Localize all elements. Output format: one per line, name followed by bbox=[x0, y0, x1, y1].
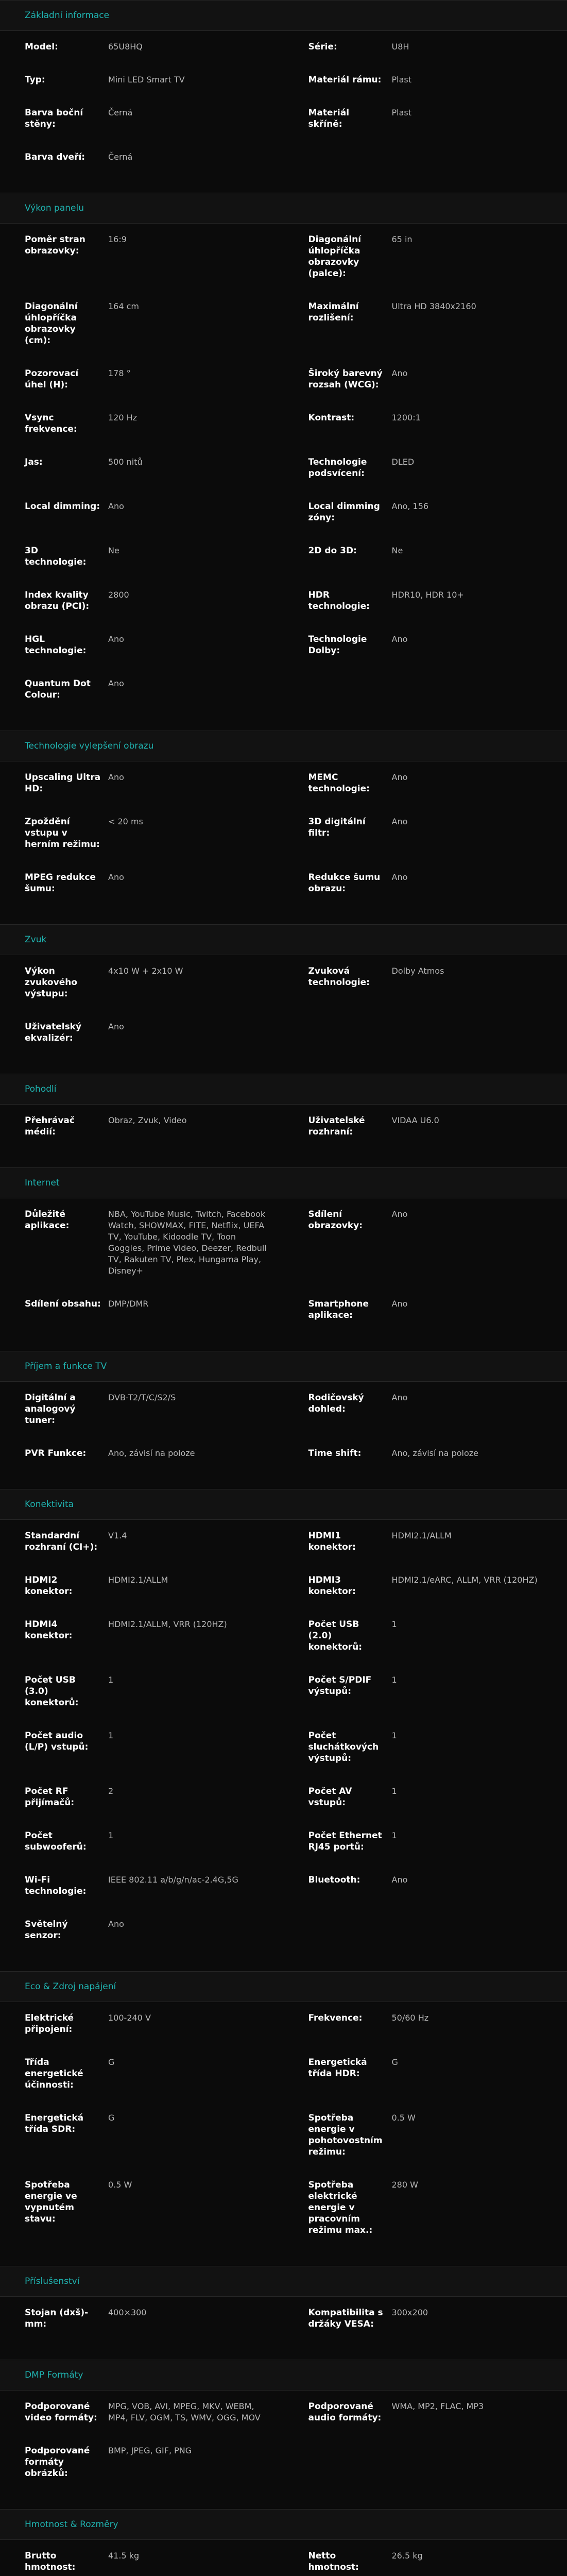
spec-section bbox=[0, 2266, 567, 2360]
spec-section bbox=[0, 731, 567, 924]
spec-value: Ano bbox=[392, 1392, 567, 1403]
spec-value: 1 bbox=[108, 1830, 284, 1841]
spec-label: Frekvence: bbox=[284, 2012, 392, 2024]
spec-value: Ano, závisí na poloze bbox=[108, 1448, 284, 1459]
spec-value: G bbox=[108, 2112, 284, 2124]
spec-value: Ano bbox=[392, 772, 567, 783]
spec-value: Dolby Atmos bbox=[392, 965, 567, 977]
spec-label: Stojan (dxš)-mm: bbox=[0, 2307, 108, 2330]
spec-section bbox=[0, 193, 567, 731]
spec-pair bbox=[0, 589, 284, 612]
spec-pair bbox=[0, 545, 284, 568]
spec-pair bbox=[284, 1619, 567, 1653]
spec-pair bbox=[0, 1786, 284, 1808]
spec-value: U8H bbox=[392, 41, 567, 53]
spec-value: Mini LED Smart TV bbox=[108, 74, 284, 86]
spec-value: 65U8HQ bbox=[108, 41, 284, 53]
spec-label: Netto hmotnost: bbox=[284, 2550, 392, 2573]
spec-pair bbox=[0, 1115, 284, 1138]
spec-value: Ano bbox=[392, 634, 567, 645]
spec-pair bbox=[0, 1574, 284, 1597]
spec-pair bbox=[0, 1021, 284, 1044]
spec-pair bbox=[0, 1919, 284, 1941]
spec-pair bbox=[0, 816, 284, 850]
spec-label: Spotřeba energie ve vypnutém stavu: bbox=[0, 2179, 108, 2225]
spec-value: Ano bbox=[392, 368, 567, 379]
spec-pair bbox=[0, 2550, 284, 2573]
spec-value: Ultra HD 3840x2160 bbox=[392, 301, 567, 312]
spec-pair bbox=[0, 2445, 284, 2479]
spec-pair bbox=[0, 368, 284, 391]
spec-pair bbox=[0, 1448, 284, 1459]
spec-section bbox=[0, 1351, 567, 1489]
spec-value: HDR10, HDR 10+ bbox=[392, 589, 567, 601]
spec-label: Pozorovací úhel (H): bbox=[0, 368, 108, 391]
spec-value: 0.5 W bbox=[392, 2112, 567, 2124]
spec-grid bbox=[0, 1382, 567, 1489]
spec-value: Ne bbox=[392, 545, 567, 556]
spec-label: Redukce šumu obrazu: bbox=[284, 872, 392, 894]
spec-value: 1 bbox=[108, 1730, 284, 1741]
spec-pair bbox=[284, 1530, 567, 1553]
spec-label: Materiál skříně: bbox=[284, 107, 392, 130]
spec-label: 2D do 3D: bbox=[284, 545, 392, 556]
spec-label: Počet RF přijímačů: bbox=[0, 1786, 108, 1808]
spec-label: Upscaling Ultra HD: bbox=[0, 772, 108, 794]
spec-label: HGL technologie: bbox=[0, 634, 108, 656]
spec-pair bbox=[284, 634, 567, 656]
spec-label: Quantum Dot Colour: bbox=[0, 678, 108, 701]
spec-pair bbox=[284, 2012, 567, 2035]
spec-value: 100-240 V bbox=[108, 2012, 284, 2024]
spec-pair bbox=[0, 1530, 284, 1553]
spec-value: Ano, závisí na poloze bbox=[392, 1448, 567, 1459]
spec-pair bbox=[284, 1298, 567, 1321]
spec-label: Model: bbox=[0, 41, 108, 53]
spec-label: Jas: bbox=[0, 456, 108, 468]
spec-value: 164 cm bbox=[108, 301, 284, 312]
spec-grid bbox=[0, 1198, 567, 1351]
spec-value: NBA, YouTube Music, Twitch, Facebook Watch, SHOWMAX, FITE, Netflix, UEFA TV, YouTube, Kidoodle TV, Toon Goggles, Prime Video, Deezer, Redbull TV, Rakuten TV, Plex, Hungama Play, Disney+ bbox=[108, 1209, 284, 1277]
spec-pair bbox=[284, 1448, 567, 1459]
spec-label: Třída energetické účinnosti: bbox=[0, 2057, 108, 2091]
spec-grid bbox=[0, 2540, 567, 2576]
spec-section bbox=[0, 1489, 567, 1971]
spec-value: 0.5 W bbox=[108, 2179, 284, 2191]
section-title: Pohodlí bbox=[0, 1074, 567, 1105]
spec-label: Sdílení obrazovky: bbox=[284, 1209, 392, 1231]
spec-pair bbox=[0, 1830, 284, 1853]
spec-pair bbox=[0, 2112, 284, 2158]
spec-value: 280 W bbox=[392, 2179, 567, 2191]
spec-label: Podporované formáty obrázků: bbox=[0, 2445, 108, 2479]
spec-pair bbox=[284, 2550, 567, 2573]
spec-pair bbox=[284, 1786, 567, 1808]
spec-pair bbox=[284, 2307, 567, 2330]
section-title: Výkon panelu bbox=[0, 193, 567, 224]
spec-grid bbox=[0, 2391, 567, 2509]
spec-value: G bbox=[392, 2057, 567, 2068]
spec-label: HDR technologie: bbox=[284, 589, 392, 612]
section-title: Technologie vylepšení obrazu bbox=[0, 731, 567, 761]
spec-value: 400×300 bbox=[108, 2307, 284, 2318]
spec-label: Time shift: bbox=[284, 1448, 392, 1459]
spec-grid bbox=[0, 31, 567, 193]
spec-label: Rodičovský dohled: bbox=[284, 1392, 392, 1415]
spec-label: Počet sluchátkových výstupů: bbox=[284, 1730, 392, 1764]
spec-pair bbox=[0, 1674, 284, 1708]
spec-value: < 20 ms bbox=[108, 816, 284, 827]
spec-label: Důležité aplikace: bbox=[0, 1209, 108, 1231]
spec-pair bbox=[284, 2057, 567, 2091]
spec-grid bbox=[0, 2002, 567, 2266]
spec-label: Kontrast: bbox=[284, 412, 392, 423]
spec-label: Technologie podsvícení: bbox=[284, 456, 392, 479]
spec-pair bbox=[284, 1115, 567, 1138]
spec-value: MPG, VOB, AVI, MPEG, MKV, WEBM, MP4, FLV, OGM, TS, WMV, OGG, MOV bbox=[108, 2401, 284, 2424]
spec-value: VIDAA U6.0 bbox=[392, 1115, 567, 1126]
spec-label: Materiál rámu: bbox=[284, 74, 392, 86]
spec-pair bbox=[0, 1619, 284, 1653]
spec-label: MPEG redukce šumu: bbox=[0, 872, 108, 894]
spec-label: 3D technologie: bbox=[0, 545, 108, 568]
spec-label: Energetická třída HDR: bbox=[284, 2057, 392, 2079]
spec-label: Local dimming zóny: bbox=[284, 501, 392, 523]
spec-label: Barva dveří: bbox=[0, 151, 108, 163]
spec-value: 120 Hz bbox=[108, 412, 284, 423]
spec-pair bbox=[284, 1674, 567, 1708]
spec-label: Diagonální úhlopříčka obrazovky (palce): bbox=[284, 234, 392, 279]
spec-pair bbox=[0, 74, 284, 86]
spec-pair bbox=[284, 412, 567, 435]
spec-label: Bluetooth: bbox=[284, 1874, 392, 1886]
spec-grid bbox=[0, 1105, 567, 1167]
spec-label: HDMI4 konektor: bbox=[0, 1619, 108, 1641]
spec-label: Index kvality obrazu (PCI): bbox=[0, 589, 108, 612]
spec-pair bbox=[284, 1392, 567, 1426]
spec-value: 50/60 Hz bbox=[392, 2012, 567, 2024]
spec-grid bbox=[0, 224, 567, 731]
spec-value: Ano bbox=[392, 1874, 567, 1886]
spec-label: Vsync frekvence: bbox=[0, 412, 108, 435]
section-title: Zvuk bbox=[0, 924, 567, 955]
spec-pair bbox=[284, 816, 567, 850]
spec-pair bbox=[0, 2401, 284, 2424]
spec-pair bbox=[284, 41, 567, 53]
section-title: Příslušenství bbox=[0, 2266, 567, 2297]
spec-pair bbox=[0, 634, 284, 656]
spec-value: 65 in bbox=[392, 234, 567, 245]
spec-label: Standardní rozhraní (CI+): bbox=[0, 1530, 108, 1553]
spec-label: Barva boční stěny: bbox=[0, 107, 108, 130]
spec-value: 178 ° bbox=[108, 368, 284, 379]
spec-pair bbox=[284, 1730, 567, 1764]
spec-pair bbox=[0, 2057, 284, 2091]
spec-label: Spotřeba energie v pohotovostním režimu: bbox=[284, 2112, 392, 2158]
spec-label: Elektrické připojení: bbox=[0, 2012, 108, 2035]
spec-label: Světelný senzor: bbox=[0, 1919, 108, 1941]
spec-label: Zvuková technologie: bbox=[284, 965, 392, 988]
spec-pair bbox=[0, 301, 284, 346]
spec-value: Obraz, Zvuk, Video bbox=[108, 1115, 284, 1126]
spec-value: HDMI2.1/ALLM, VRR (120HZ) bbox=[108, 1619, 284, 1630]
spec-value: Ne bbox=[108, 545, 284, 556]
spec-value: Ano bbox=[392, 816, 567, 827]
spec-label: HDMI2 konektor: bbox=[0, 1574, 108, 1597]
spec-pair bbox=[284, 234, 567, 279]
spec-value: Plast bbox=[392, 74, 567, 86]
spec-value: 1 bbox=[392, 1619, 567, 1630]
spec-value: DLED bbox=[392, 456, 567, 468]
spec-label: Kompatibilita s držáky VESA: bbox=[284, 2307, 392, 2330]
spec-value: Černá bbox=[108, 107, 284, 118]
spec-label: HDMI3 konektor: bbox=[284, 1574, 392, 1597]
section-title: Eco & Zdroj napájení bbox=[0, 1971, 567, 2002]
spec-pair bbox=[0, 2012, 284, 2035]
spec-pair bbox=[284, 545, 567, 568]
spec-label: Spotřeba elektrické energie v pracovním režimu max.: bbox=[284, 2179, 392, 2236]
spec-value: 2800 bbox=[108, 589, 284, 601]
spec-label: Brutto hmotnost: bbox=[0, 2550, 108, 2573]
spec-value: HDMI2.1/ALLM bbox=[108, 1574, 284, 1586]
spec-section bbox=[0, 2360, 567, 2509]
section-title: Příjem a funkce TV bbox=[0, 1351, 567, 1382]
spec-pair bbox=[0, 678, 284, 701]
spec-grid bbox=[0, 761, 567, 924]
spec-value: 500 nitů bbox=[108, 456, 284, 468]
spec-label: Typ: bbox=[0, 74, 108, 86]
spec-value: HDMI2.1/ALLM bbox=[392, 1530, 567, 1541]
spec-value: 4x10 W + 2x10 W bbox=[108, 965, 284, 977]
spec-pair bbox=[0, 2179, 284, 2236]
spec-pair bbox=[284, 965, 567, 999]
spec-label: Široký barevný rozsah (WCG): bbox=[284, 368, 392, 391]
spec-pair bbox=[284, 1209, 567, 1277]
spec-label: Série: bbox=[284, 41, 392, 53]
spec-pair bbox=[284, 589, 567, 612]
spec-value: Ano bbox=[392, 1298, 567, 1310]
spec-pair bbox=[0, 772, 284, 794]
spec-value: G bbox=[108, 2057, 284, 2068]
spec-label: Počet AV vstupů: bbox=[284, 1786, 392, 1808]
spec-value: Ano bbox=[108, 501, 284, 512]
spec-pair bbox=[0, 456, 284, 479]
spec-label: Technologie Dolby: bbox=[284, 634, 392, 656]
spec-pair bbox=[0, 1392, 284, 1426]
spec-pair bbox=[284, 74, 567, 86]
spec-label: Local dimming: bbox=[0, 501, 108, 512]
spec-value: V1.4 bbox=[108, 1530, 284, 1541]
spec-section bbox=[0, 924, 567, 1074]
spec-value: WMA, MP2, FLAC, MP3 bbox=[392, 2401, 567, 2412]
spec-label: PVR Funkce: bbox=[0, 1448, 108, 1459]
spec-pair bbox=[284, 2179, 567, 2236]
spec-value: Plast bbox=[392, 107, 567, 118]
spec-label: Wi-Fi technologie: bbox=[0, 1874, 108, 1897]
spec-pair bbox=[0, 234, 284, 279]
spec-label: HDMI1 konektor: bbox=[284, 1530, 392, 1553]
spec-grid bbox=[0, 1520, 567, 1971]
spec-value: 1 bbox=[392, 1786, 567, 1797]
spec-label: Počet subwooferů: bbox=[0, 1830, 108, 1853]
spec-label: 3D digitální filtr: bbox=[284, 816, 392, 839]
spec-label: Počet S/PDIF výstupů: bbox=[284, 1674, 392, 1697]
spec-value: 1 bbox=[392, 1830, 567, 1841]
spec-section bbox=[0, 1167, 567, 1351]
spec-value: 26.5 kg bbox=[392, 2550, 567, 2562]
spec-label: Výkon zvukového výstupu: bbox=[0, 965, 108, 999]
spec-value: Ano bbox=[392, 1209, 567, 1220]
spec-label: Uživatelské rozhraní: bbox=[284, 1115, 392, 1138]
spec-pair bbox=[0, 41, 284, 53]
spec-section bbox=[0, 2509, 567, 2576]
spec-pair bbox=[284, 2112, 567, 2158]
spec-label: Podporované audio formáty: bbox=[284, 2401, 392, 2424]
spec-pair bbox=[284, 1830, 567, 1853]
spec-pair bbox=[0, 965, 284, 999]
spec-pair bbox=[284, 107, 567, 130]
spec-label: Smartphone aplikace: bbox=[284, 1298, 392, 1321]
spec-pair bbox=[0, 107, 284, 130]
spec-pair bbox=[284, 368, 567, 391]
spec-label: Podporované video formáty: bbox=[0, 2401, 108, 2424]
spec-pair bbox=[0, 1298, 284, 1321]
spec-value: 1 bbox=[108, 1674, 284, 1686]
spec-grid bbox=[0, 955, 567, 1074]
spec-value: IEEE 802.11 a/b/g/n/ac-2.4G,5G bbox=[108, 1874, 284, 1886]
spec-pair bbox=[284, 772, 567, 794]
spec-value: Ano bbox=[108, 772, 284, 783]
spec-value: 300x200 bbox=[392, 2307, 567, 2318]
spec-label: Maximální rozlišení: bbox=[284, 301, 392, 324]
spec-value: 2 bbox=[108, 1786, 284, 1797]
spec-pair bbox=[284, 872, 567, 894]
spec-value: Ano bbox=[392, 872, 567, 883]
spec-pair bbox=[284, 1874, 567, 1897]
spec-value: Ano bbox=[108, 634, 284, 645]
spec-pair bbox=[0, 2307, 284, 2330]
spec-label: Poměr stran obrazovky: bbox=[0, 234, 108, 257]
spec-label: MEMC technologie: bbox=[284, 772, 392, 794]
spec-value: Ano, 156 bbox=[392, 501, 567, 512]
spec-value: DMP/DMR bbox=[108, 1298, 284, 1310]
spec-pair bbox=[0, 501, 284, 523]
spec-label: Počet USB (2.0) konektorů: bbox=[284, 1619, 392, 1653]
spec-label: Diagonální úhlopříčka obrazovky (cm): bbox=[0, 301, 108, 346]
spec-label: Přehrávač médií: bbox=[0, 1115, 108, 1138]
spec-value: Ano bbox=[108, 1021, 284, 1032]
spec-pair bbox=[284, 1574, 567, 1597]
spec-section bbox=[0, 0, 567, 193]
spec-grid bbox=[0, 2297, 567, 2360]
spec-value: Černá bbox=[108, 151, 284, 163]
spec-pair bbox=[0, 872, 284, 894]
spec-label: Digitální a analogový tuner: bbox=[0, 1392, 108, 1426]
spec-pair bbox=[284, 501, 567, 523]
spec-value: DVB-T2/T/C/S2/S bbox=[108, 1392, 284, 1403]
spec-label: Sdílení obsahu: bbox=[0, 1298, 108, 1310]
spec-label: Počet USB (3.0) konektorů: bbox=[0, 1674, 108, 1708]
spec-section bbox=[0, 1074, 567, 1167]
spec-pair bbox=[284, 2401, 567, 2424]
section-title: DMP Formáty bbox=[0, 2360, 567, 2391]
spec-value: 41.5 kg bbox=[108, 2550, 284, 2562]
section-title: Konektivita bbox=[0, 1489, 567, 1520]
spec-pair bbox=[284, 301, 567, 346]
spec-value: Ano bbox=[108, 872, 284, 883]
spec-pair bbox=[0, 1874, 284, 1897]
spec-pair bbox=[0, 1730, 284, 1764]
section-title: Hmotnost & Rozměry bbox=[0, 2509, 567, 2540]
spec-pair bbox=[0, 1209, 284, 1277]
spec-pair bbox=[284, 456, 567, 479]
section-title: Základní informace bbox=[0, 0, 567, 31]
spec-value: Ano bbox=[108, 678, 284, 689]
spec-value: 1200:1 bbox=[392, 412, 567, 423]
spec-value: HDMI2.1/eARC, ALLM, VRR (120HZ) bbox=[392, 1574, 567, 1586]
spec-label: Uživatelský ekvalizér: bbox=[0, 1021, 108, 1044]
spec-value: 1 bbox=[392, 1730, 567, 1741]
spec-label: Zpoždění vstupu v herním režimu: bbox=[0, 816, 108, 850]
section-title: Internet bbox=[0, 1167, 567, 1198]
spec-value: Ano bbox=[108, 1919, 284, 1930]
spec-pair bbox=[0, 151, 284, 163]
spec-value: 1 bbox=[392, 1674, 567, 1686]
spec-label: Počet Ethernet RJ45 portů: bbox=[284, 1830, 392, 1853]
spec-label: Počet audio (L/P) vstupů: bbox=[0, 1730, 108, 1753]
spec-section bbox=[0, 1971, 567, 2266]
spec-pair bbox=[0, 412, 284, 435]
spec-value: 16:9 bbox=[108, 234, 284, 245]
spec-value: BMP, JPEG, GIF, PNG bbox=[108, 2445, 284, 2456]
spec-label: Energetická třída SDR: bbox=[0, 2112, 108, 2135]
